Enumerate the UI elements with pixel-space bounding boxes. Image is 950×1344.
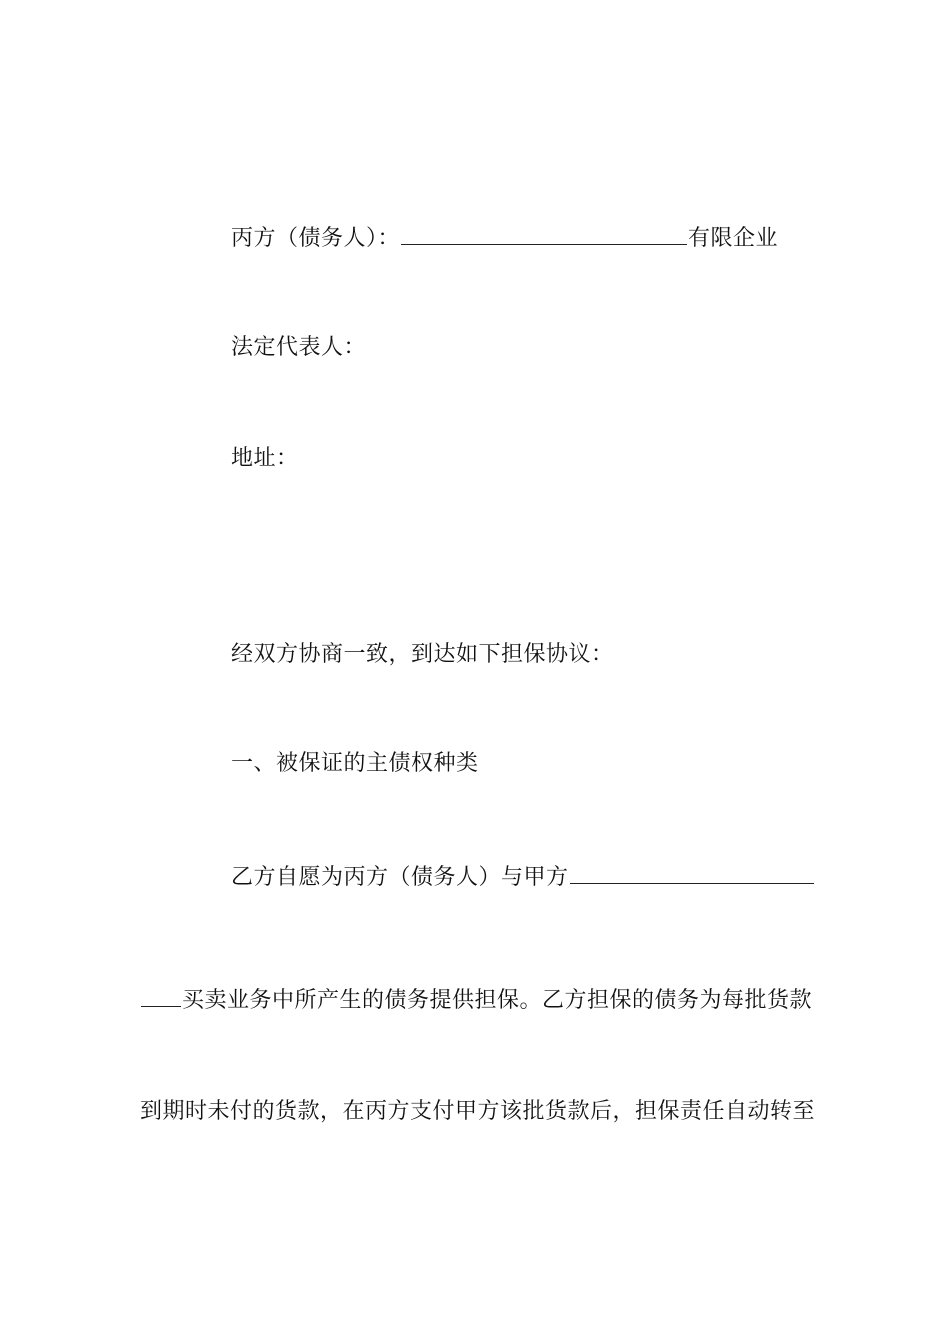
party-c-name-blank (401, 222, 687, 245)
continuation-blank (141, 984, 181, 1007)
party-a-name-blank (570, 861, 814, 884)
party-c-suffix: 有限企业 (688, 226, 779, 251)
agreement-intro-text: 经双方协商一致，到达如下担保协议： (231, 642, 614, 667)
agreement-intro (231, 640, 614, 670)
section-1-paragraph-line-1 (231, 861, 815, 893)
section-1-paragraph-line-2 (140, 984, 812, 1016)
paragraph-line-3-text: 到期时未付的货款，在丙方支付甲方该批货款后，担保责任自动转至 (140, 1099, 816, 1124)
section-1-heading (231, 749, 479, 779)
address-label: 地址： (231, 446, 299, 471)
section-1-heading-text: 一、被保证的主债权种类 (231, 751, 479, 776)
party-c-line (231, 222, 778, 254)
address-line (231, 444, 299, 474)
paragraph-line-2-text: 买卖业务中所产生的债务提供担保。乙方担保的债务为每批货款 (182, 988, 813, 1013)
legal-representative-line (231, 333, 366, 363)
section-1-paragraph-line-3 (140, 1097, 815, 1127)
party-c-label: 丙方（债务人）： (231, 226, 401, 251)
paragraph-line-1-text: 乙方自愿为丙方（债务人）与甲方 (231, 865, 569, 890)
legal-representative-label: 法定代表人： (231, 335, 367, 360)
